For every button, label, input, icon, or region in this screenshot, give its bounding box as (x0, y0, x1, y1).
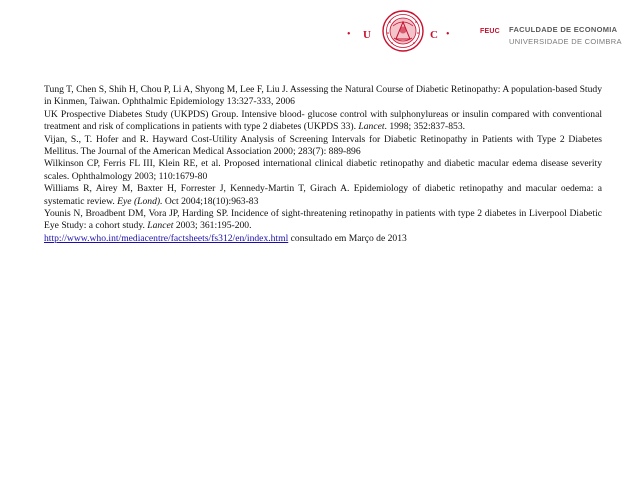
reference-text: Williams R, Airey M, Baxter H, Forrester J, Kennedy-Martin T, Girach A. Epidemiology of diabetic retinopathy and macular oedema: a systematic review. (44, 183, 602, 207)
reference-item (44, 109, 602, 134)
journal-name: Lancet (147, 220, 174, 232)
university-name: UNIVERSIDADE DE COIMBRA (509, 37, 622, 46)
reference-item (44, 158, 602, 183)
feuc-logo: FEUC (480, 28, 500, 35)
reference-text: Younis N, Broadbent DM, Vora JP, Harding SP. Incidence of sight-threatening retinopathy in patients with type 2 diabetes in Liverpool Diabetic Eye Study: a cohort study. (44, 208, 602, 232)
reference-item (44, 134, 602, 159)
reference-item (44, 84, 602, 109)
reference-citation: . 1998; 352:837-853. (384, 121, 466, 133)
reference-item (44, 233, 602, 245)
faculty-name: FACULDADE DE ECONOMIA (509, 25, 618, 34)
right-dot: • (446, 29, 450, 40)
left-dot: • (347, 29, 351, 40)
reference-text: Vijan, S., T. Hofer and R. Hayward Cost-Utility Analysis of Screening Intervals for Diabetic Retinopathy in Patients with Type 2 Diabetes Mellitus. The Journal of the American Medical Association 2000; 283(7): 889-896 (44, 133, 602, 158)
brand-letter-c: C (430, 29, 438, 41)
reference-citation: consultado em Março de 2013 (288, 232, 407, 244)
university-seal-icon (381, 8, 425, 54)
journal-name: Eye (Lond). (117, 195, 163, 207)
page-header (0, 0, 638, 70)
reference-item (44, 208, 602, 233)
reference-text: UK Prospective Diabetes Study (UKPDS) Group. Intensive blood- glucose control with sulphonylureas or insulin compared with conventional treatment and risk of complications in patients with type 2 diabetes (UKPDS 33). (44, 108, 602, 133)
reference-item (44, 183, 602, 208)
reference-citation: 2003; 361:195-200. (173, 220, 252, 232)
reference-citation: Oct 2004;18(10):963-83 (162, 195, 259, 207)
reference-text: Tung T, Chen S, Shih H, Chou P, Li A, Shyong M, Lee F, Liu J. Assessing the Natural Course of Diabetic Retinopathy: A population-based Study in Kinmen, Taiwan. Ophthalmic Epidemiology 13:327-333, 2006 (44, 84, 602, 108)
reference-text: Wilkinson CP, Ferris FL III, Klein RE, et al. Proposed international clinical diabetic retinopathy and diabetic macular edema disease severity scales. Ophthalmology 2003; 110:1679-80 (44, 158, 602, 182)
journal-name: Lancet (358, 121, 385, 133)
who-factsheet-link[interactable]: http://www.who.int/mediacentre/factsheets/fs312/en/index.html (44, 232, 289, 244)
brand-letter-u: U (363, 29, 371, 41)
reference-list (44, 84, 602, 245)
